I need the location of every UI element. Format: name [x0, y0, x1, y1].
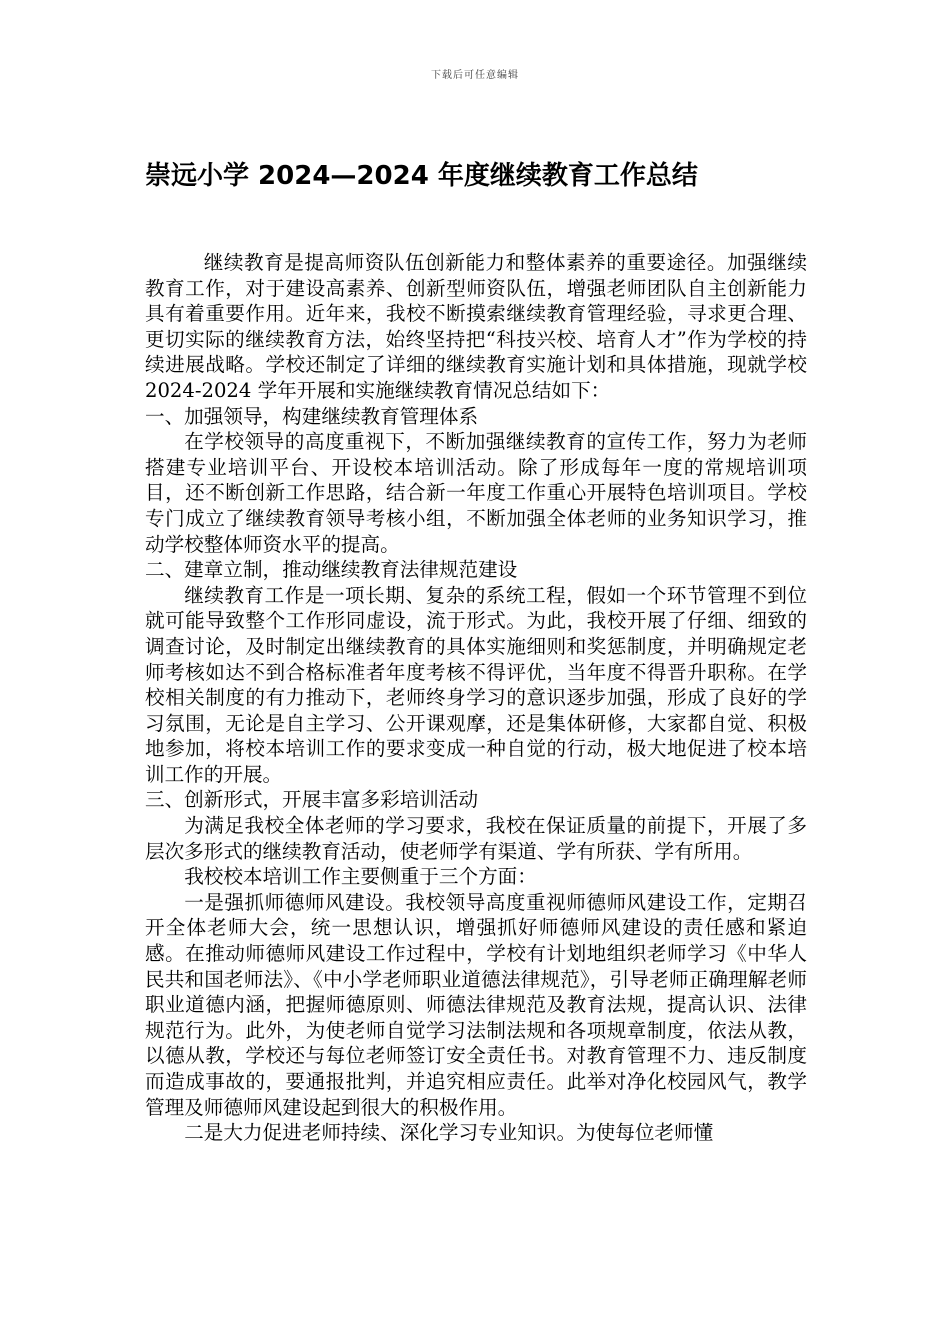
document-body	[145, 250, 807, 1146]
header-note: 下载后可任意编辑	[431, 70, 519, 81]
section-heading-3: 三、创新形式，开展丰富多彩培训活动	[145, 788, 479, 812]
section-3-paragraph: 为满足我校全体老师的学习要求，我校在保证质量的前提下，开展了多层次多形式的继续教育活动，使老师学有渠道、学有所获、学有所用。	[145, 814, 807, 863]
document-title: 崇远小学 2024—2024 年度继续教育工作总结	[145, 161, 698, 191]
training-focus-paragraph: 我校校本培训工作主要侧重于三个方面：	[184, 865, 537, 889]
section-heading-1: 一、加强领导，构建继续教育管理体系	[145, 404, 479, 428]
ethics-paragraph: 一是强抓师德师风建设。我校领导高度重视师德师风建设工作，定期召开全体老师大会，统一思想认识，增强抓好师德师风建设的责任感和紧迫感。在推动师德师风建设工作过程中，学校有计划地组织老师学习《中华人民共和国老师法》、《中小学老师职业道德法律规范》，引导老师正确理解老师职业道德内涵，把握师德原则、师德法律规范及教育法规，提高认识、法律规范行为。此外，为使老师自觉学习法制法规和各项规章制度，依法从教，以德从教，学校还与每位老师签订安全责任书。对教育管理不力、违反制度而造成事故的，要通报批判，并追究相应责任。此举对净化校园风气，教学管理及师德师风建设起到很大的积极作用。	[145, 890, 807, 1119]
section-heading-2: 二、建章立制，推动继续教育法律规范建设	[145, 558, 518, 582]
professional-study-paragraph: 二是大力促进老师持续、深化学习专业知识。为使每位老师懂	[184, 1121, 714, 1145]
intro-paragraph: 继续教育是提高师资队伍创新能力和整体素养的重要途径。加强继续教育工作，对于建设高素养、创新型师资队伍，增强老师团队自主创新能力具有着重要作用。近年来，我校不断摸索继续教育管理经验，寻求更合理、更切实际的继续教育方法，始终坚持把“科技兴校、培育人才”作为学校的持续进展战略。学校还制定了详细的继续教育实施计划和具体措施，现就学校 2024-2024 学年开展和实施继续教育情况总结如下：	[145, 251, 807, 402]
section-1-paragraph: 在学校领导的高度重视下，不断加强继续教育的宣传工作，努力为老师搭建专业培训平台、开设校本培训活动。除了形成每年一度的常规培训项目，还不断创新工作思路，结合新一年度工作重心开展特色培训项目。学校专门成立了继续教育领导考核小组，不断加强全体老师的业务知识学习，推动学校整体师资水平的提高。	[145, 430, 807, 556]
section-2-paragraph: 继续教育工作是一项长期、复杂的系统工程，假如一个环节管理不到位就可能导致整个工作形同虚设，流于形式。为此，我校开展了仔细、细致的调查讨论，及时制定出继续教育的具体实施细则和奖惩制度，并明确规定老师考核如达不到合格标准者年度考核不得评优，当年度不得晋升职称。在学校相关制度的有力推动下，老师终身学习的意识逐步加强，形成了良好的学习氛围，无论是自主学习、公开课观摩，还是集体研修，大家都自觉、积极地参加，将校本培训工作的要求变成一种自觉的行动，极大地促进了校本培训工作的开展。	[145, 583, 807, 786]
